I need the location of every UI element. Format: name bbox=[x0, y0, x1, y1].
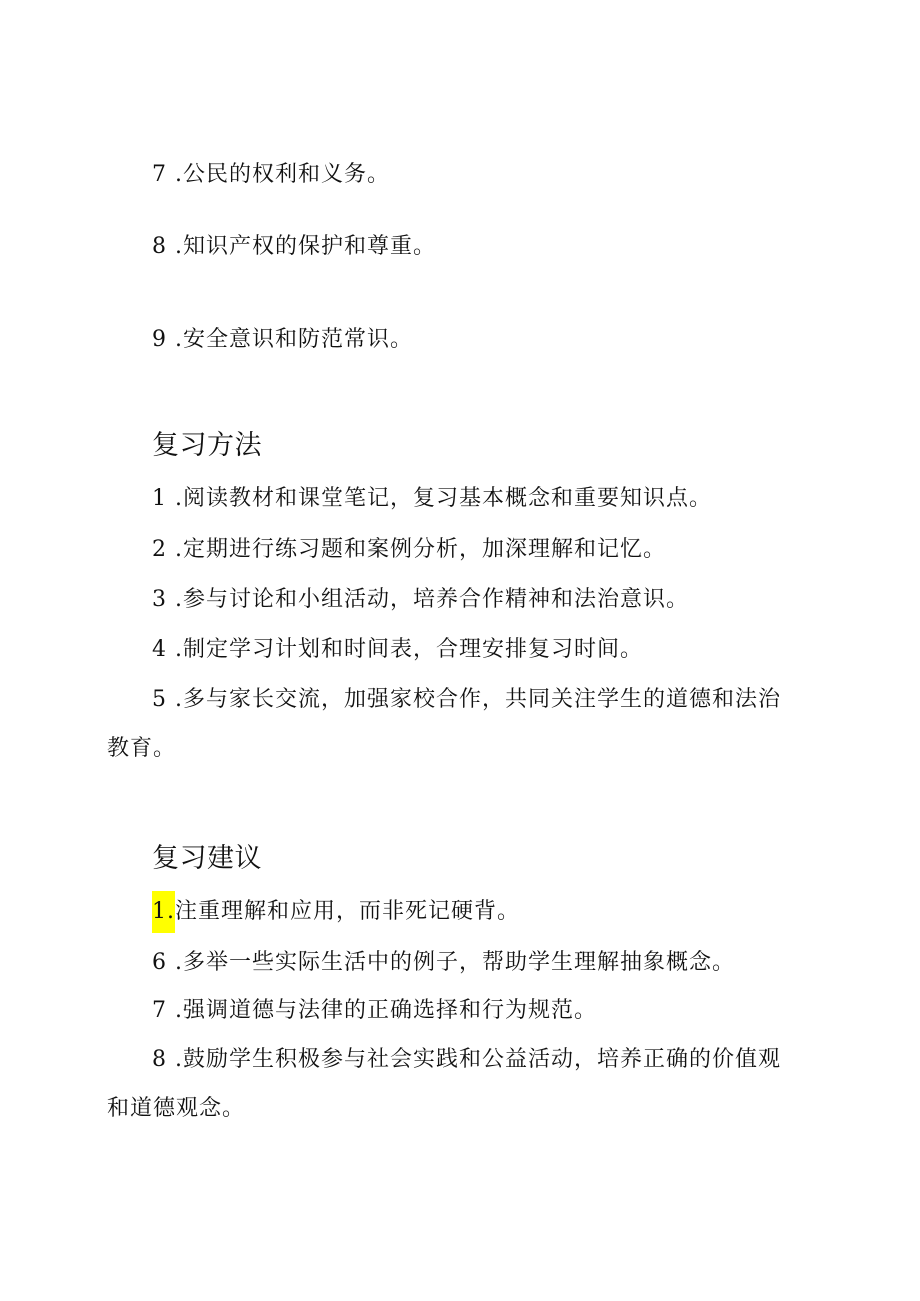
list-number: 2 bbox=[152, 537, 167, 562]
list-item: 7 .公民的权利和义务。 bbox=[152, 160, 390, 190]
list-text: 强调道德与法律的正确选择和行为规范。 bbox=[183, 998, 598, 1023]
list-text: 知识产权的保护和尊重。 bbox=[183, 234, 437, 259]
list-item: 9 .安全意识和防范常识。 bbox=[152, 325, 413, 355]
list-text: 多举一些实际生活中的例子，帮助学生理解抽象概念。 bbox=[183, 950, 736, 975]
list-text: 多与家长交流，加强家校合作，共同关注学生的道德和法治 bbox=[183, 687, 782, 712]
list-item: 6 .多举一些实际生活中的例子，帮助学生理解抽象概念。 bbox=[152, 948, 735, 978]
list-text: 参与讨论和小组活动，培养合作精神和法治意识。 bbox=[183, 587, 690, 612]
list-number: 3 bbox=[152, 587, 167, 612]
list-text: 公民的权利和义务。 bbox=[183, 162, 391, 187]
list-text: 制定学习计划和时间表，合理安排复习时间。 bbox=[183, 637, 644, 662]
list-number: 8 bbox=[152, 234, 167, 259]
list-text: 定期进行练习题和案例分析，加深理解和记忆。 bbox=[183, 537, 667, 562]
list-number: 7 bbox=[152, 162, 167, 187]
list-item: 1 .阅读教材和课堂笔记，复习基本概念和重要知识点。 bbox=[152, 484, 712, 514]
list-item: 5 .多与家长交流，加强家校合作，共同关注学生的道德和法治 bbox=[152, 685, 781, 715]
list-text: 鼓励学生积极参与社会实践和公益活动，培养正确的价值观 bbox=[183, 1047, 782, 1072]
list-item bbox=[152, 897, 520, 927]
list-item-continuation: 教育。 bbox=[107, 736, 177, 761]
list-item: 7 .强调道德与法律的正确选择和行为规范。 bbox=[152, 996, 597, 1026]
list-item: 8 .知识产权的保护和尊重。 bbox=[152, 232, 436, 262]
list-text: 阅读教材和课堂笔记，复习基本概念和重要知识点。 bbox=[183, 486, 713, 511]
list-number: 5 bbox=[152, 687, 167, 712]
list-number: 4 bbox=[152, 637, 167, 662]
list-item-continuation: 和道德观念。 bbox=[107, 1096, 246, 1121]
list-number: 6 bbox=[152, 950, 167, 975]
list-item: 2 .定期进行练习题和案例分析，加深理解和记忆。 bbox=[152, 535, 666, 565]
highlighted-number: 1. bbox=[152, 891, 175, 933]
list-item: 3 .参与讨论和小组活动，培养合作精神和法治意识。 bbox=[152, 585, 689, 615]
list-text: 安全意识和防范常识。 bbox=[183, 327, 414, 352]
list-number: 7 bbox=[152, 998, 167, 1023]
list-item: 4 .制定学习计划和时间表，合理安排复习时间。 bbox=[152, 635, 643, 665]
section-heading-methods: 复习方法 bbox=[152, 430, 262, 461]
list-item: 8 .鼓励学生积极参与社会实践和公益活动，培养正确的价值观 bbox=[152, 1045, 781, 1075]
list-number: 1 bbox=[152, 486, 167, 511]
list-text: 注重理解和应用，而非死记硬背。 bbox=[175, 899, 521, 924]
section-heading-suggestions: 复习建议 bbox=[152, 843, 262, 874]
list-number: 8 bbox=[152, 1047, 167, 1072]
list-number: 9 bbox=[152, 327, 167, 352]
